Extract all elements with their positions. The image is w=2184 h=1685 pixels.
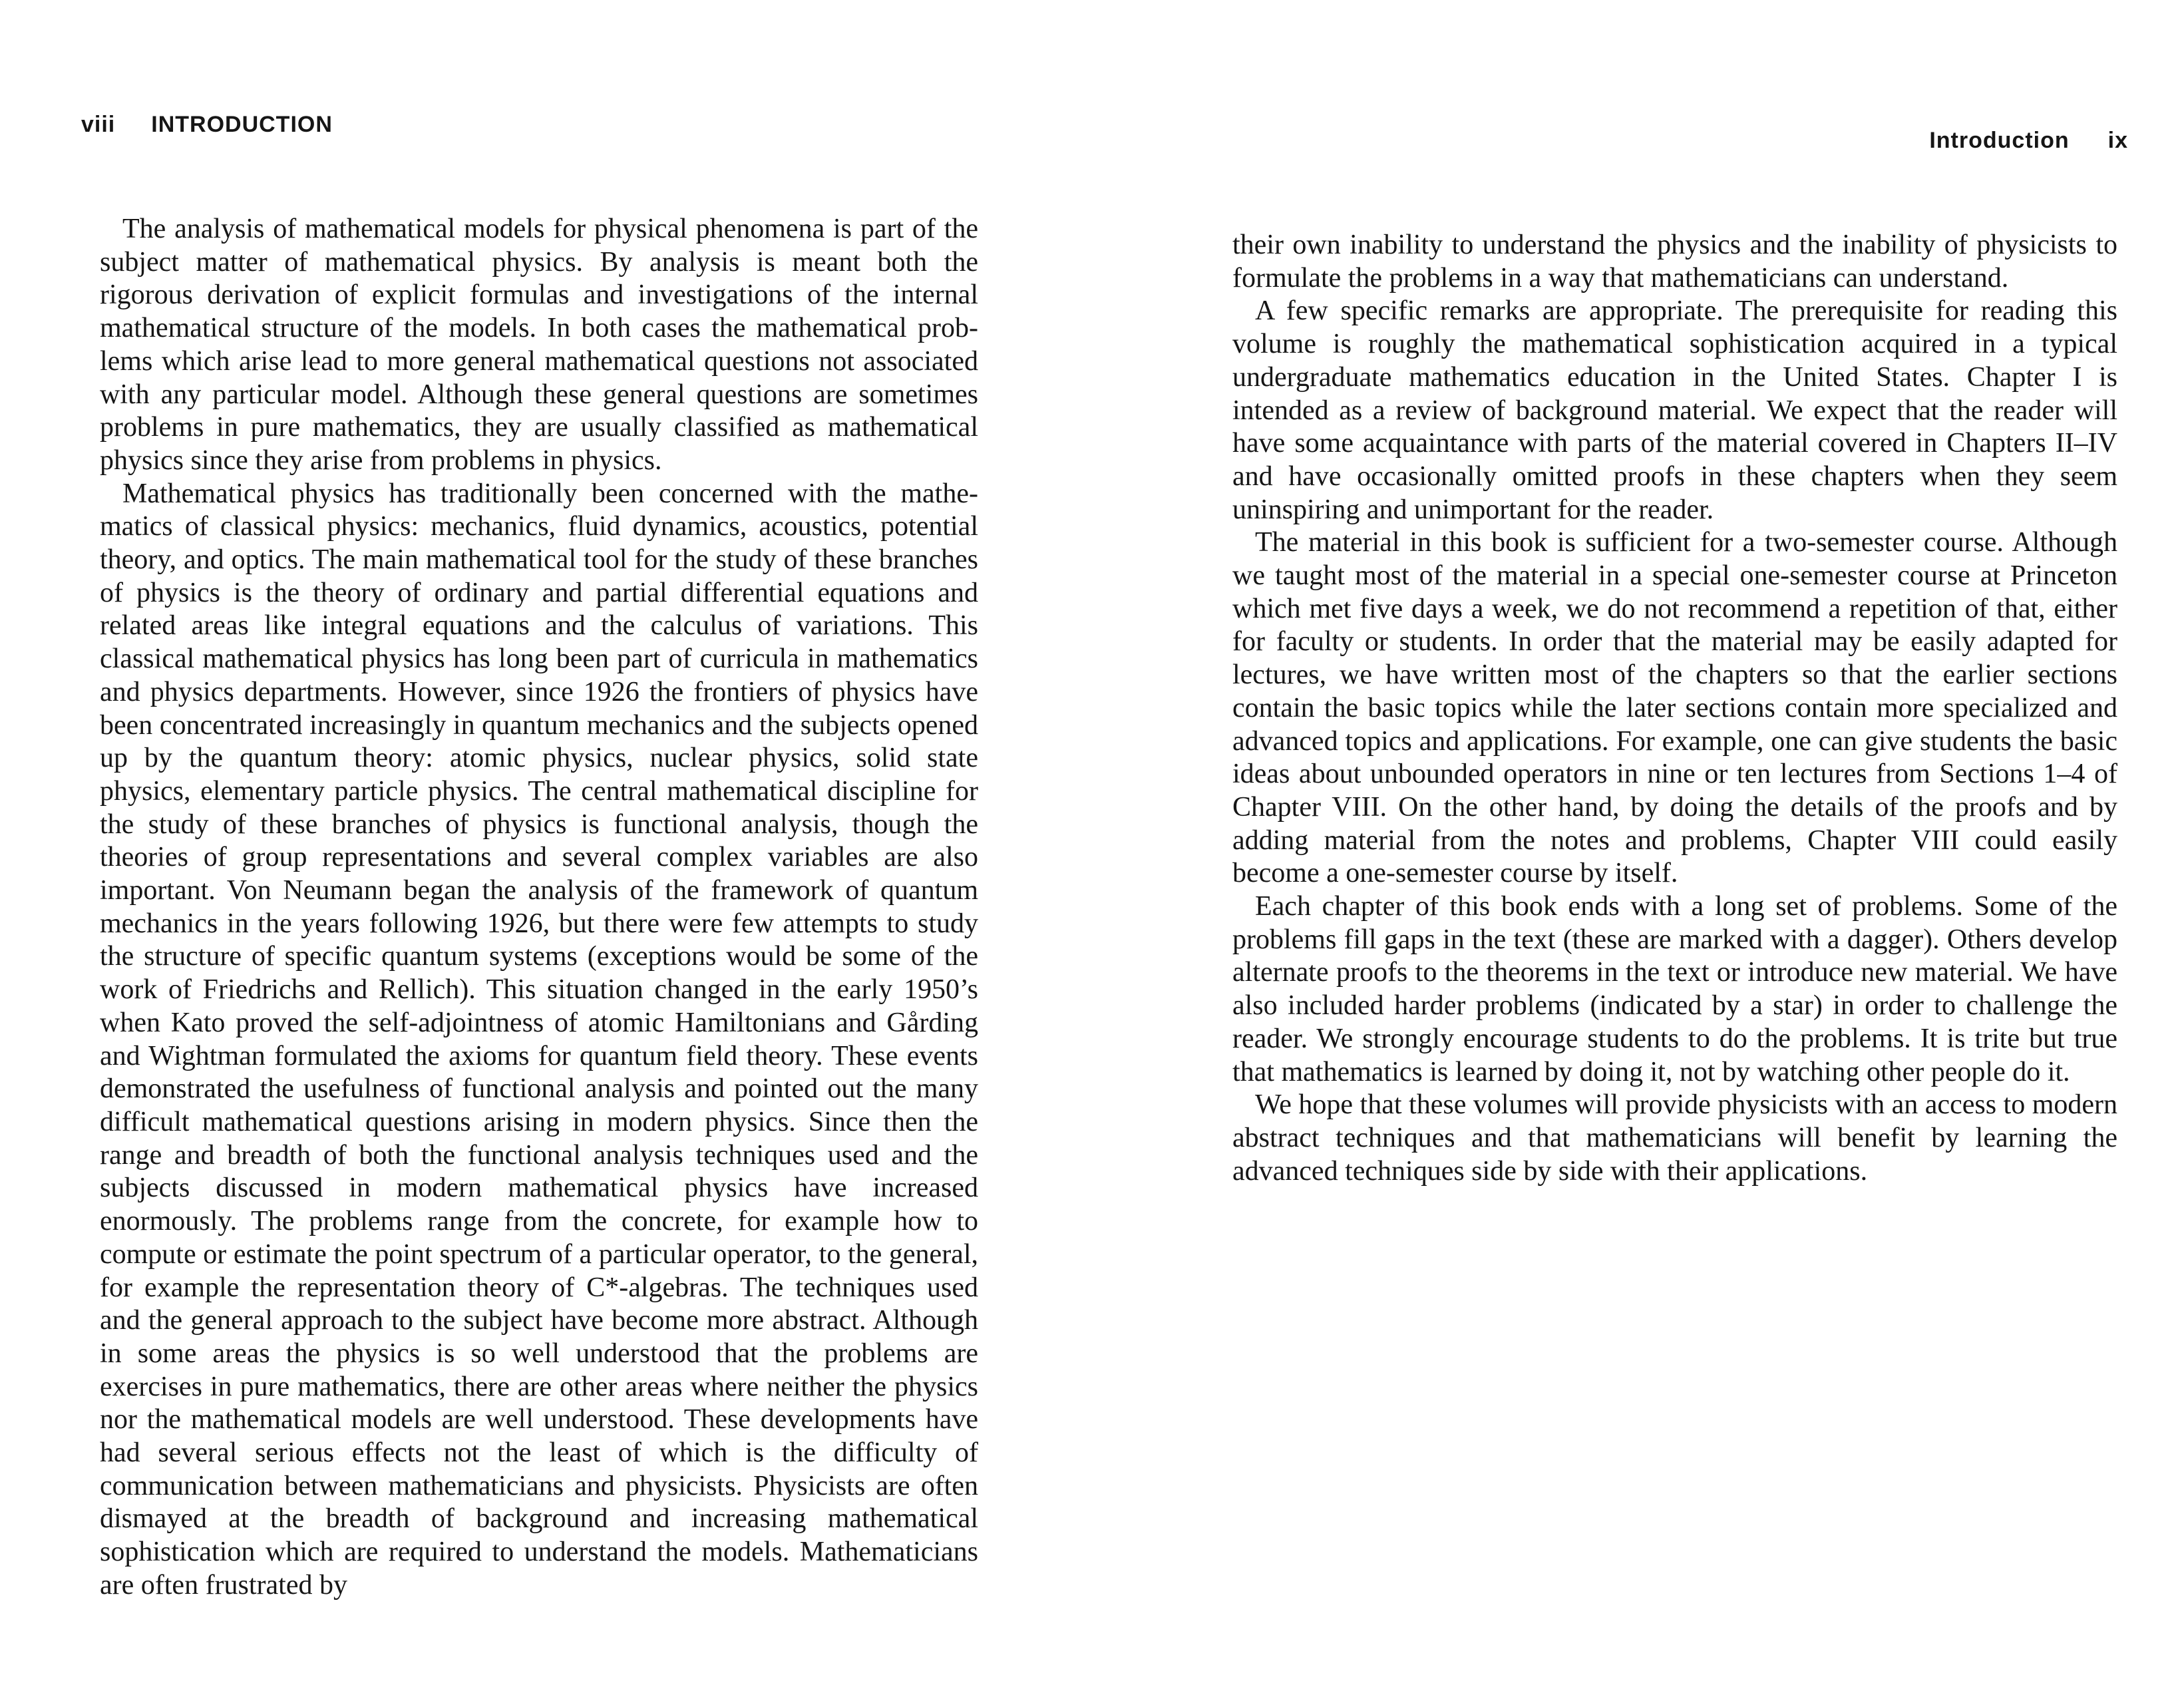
right-running-title: Introduction	[1929, 128, 2070, 153]
continued-paragraph: their own inability to understand the physics and the inability of physicists to formulate the problems in a way that mathematicians can understand.	[1232, 230, 2117, 293]
left-running-title: INTRODUCTION	[151, 112, 333, 137]
left-text-column	[100, 213, 978, 1602]
paragraph: Each chapter of this book ends with a long set of problems. Some of the problems fill gaps in the text (these are marked with a dagger). Others develop alternate proofs to the theorems in the text or introduce new material. We have also included harder problems (indicated by a star) in order to challenge the reader. We strongly encourage students to do the problems. It is trite but true that mathematics is learned by doing it, not by watching other people do it.	[1232, 891, 2117, 1087]
right-running-head	[1929, 128, 2128, 154]
right-page	[1091, 0, 2184, 1685]
paragraph: A few specific remarks are appropriate. The prerequisite for reading this volume is roughly the mathematical sophistication acquired in a typical undergraduate mathematics education in the United States. Chapter I is intended as a review of background material. We expect that the reader will have some acquaintance with parts of the material covered in Chapters II–IV and have occasionally omitted proofs in these chapters when they seem uninspiring and unimportant for the reader.	[1232, 295, 2117, 525]
right-text-column	[1232, 229, 2117, 1188]
paragraph: The material in this book is sufficient for a two-semester course. Although we taught most of the material in a special one-semester course at Princeton which met five days a week, we do not recommend a repetition of that, either for faculty or students. In order that the material may be easily adapted for lectures, we have written most of the chapters so that the earlier sections contain the basic topics while the later sections contain more specialized and advanced topics and applications. For example, one can give students the basic ideas about unbounded operators in nine or ten lectures from Sections 1–4 of Chapter VIII. On the other hand, by doing the details of the proofs and by adding material from the notes and problems, Chapter VIII could easily become a one-semester course by itself.	[1232, 527, 2117, 889]
left-page	[0, 0, 1091, 1685]
left-page-number: viii	[81, 112, 116, 137]
paragraph: We hope that these volumes will provide physicists with an access to modern abstract techniques and that mathematicians will benefit by learning the advanced techniques side by side with their applications.	[1232, 1089, 2118, 1187]
right-page-number: ix	[2107, 128, 2128, 153]
left-running-head	[81, 112, 333, 138]
paragraph: The analysis of mathematical models for physical phenomena is part of the subject matter of mathematical physics. By analysis is meant both the rigorous derivation of explicit formulas and investigations of the internal mathematical structure of the models. In both cases the mathematical problems which arise lead to more general mathematical questions not associated with any particular model. Although these general questions are sometimes problems in pure mathematics, they are usually classified as mathematical physics since they arise from problems in physics.	[100, 214, 978, 476]
paragraph: Mathematical physics has traditionally been concerned with the mathematics of classical physics: mechanics, fluid dynamics, acoustics, potential theory, and optics. The main mathematical tool for the study of these branches of physics is the theory of ordinary and partial differential equations and related areas like integral equations and the calculus of variations. This classical mathematical physics has long been part of curricula in mathematics and physics departments. However, since 1926 the frontiers of physics have been concentrated increasingly in quantum mechanics and the subjects opened up by the quantum theory: atomic physics, nuclear physics, solid state physics, elementary particle physics. The central mathematical discipline for the study of these branches of physics is functional analysis, though the theories of group representations and several complex variables are also important. Von Neumann began the analysis of the framework of quantum mechanics in the years following 1926, but there were few attempts to study the structure of specific quantum systems (exceptions would be some of the work of Friedrichs and Rellich). This situation changed in the early 1950’s when Kato proved the self-adjointness of atomic Hamiltonians and Gårding and Wightman formulated the axioms for quantum field theory. These events demonstrated the usefulness of functional analysis and pointed out the many difficult mathematical questions arising in modern physics. Since then the range and breadth of both the functional analysis techniques used and the subjects discussed in modern mathematical physics have increased enormously. The problems range from the concrete, for example how to compute or estimate the point spectrum of a particular operator, to the general, for example the representation theory of C*-algebras. The techniques used and the general approach to the subject have become more abstract. Although in some areas the physics is so well understood that the problems are exercises in pure mathematics, there are other areas where neither the physics nor the mathematical models are well understood. These developments have had several serious effects not the least of which is the difficulty of communication between mathematicians and physicists. Physicists are often dismayed at the breadth of background and increasing mathematical sophistication which are required to understand the models. Mathematicians are often frustrated by	[100, 478, 978, 1600]
